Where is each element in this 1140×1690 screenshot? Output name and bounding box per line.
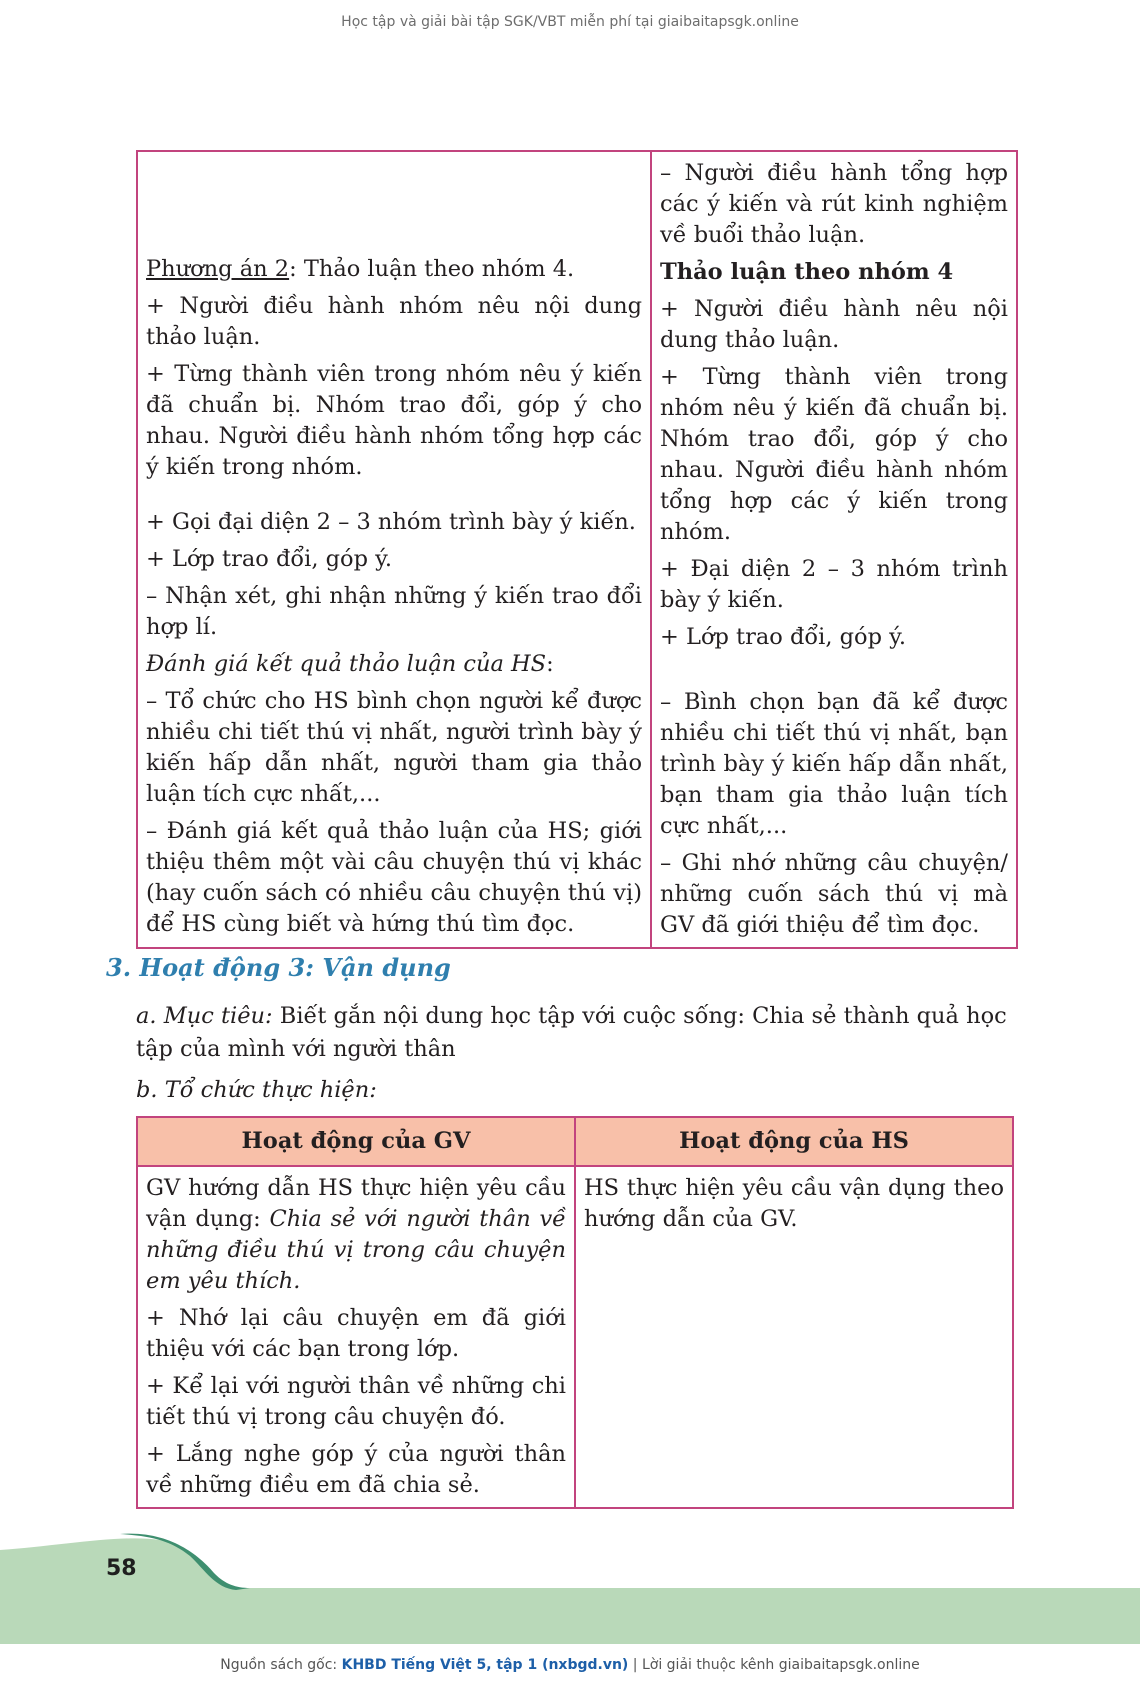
list-item: – Tổ chức cho HS bình chọn người kể được nhiều chi tiết thú vị nhất, người trình bày ý kiến hấp dẫn nhất, người tham gia thảo luận tích cực nhất,... bbox=[146, 688, 642, 807]
table-row bbox=[137, 1166, 1013, 1508]
teacher-activity-cell bbox=[137, 1166, 575, 1508]
list-item: – Đánh giá kết quả thảo luận của HS; giới thiệu thêm một vài câu chuyện thú vị khác (hay cuốn sách có nhiều câu chuyện thú vị) để HS cùng biết và hứng thú tìm đọc. bbox=[146, 818, 642, 937]
table-header-row bbox=[137, 1117, 1013, 1166]
list-item: + Lớp trao đổi, góp ý. bbox=[660, 624, 907, 650]
guidance-task: Chia sẻ với người thân về những điều thú vị trong câu chuyện em yêu thích. bbox=[146, 1206, 567, 1294]
teacher-activity-cell bbox=[137, 151, 651, 948]
evaluation-heading: Đánh giá kết quả thảo luận của HS bbox=[146, 651, 547, 677]
list-item: + Lớp trao đổi, góp ý. bbox=[146, 546, 393, 572]
objective-label: a. Mục tiêu: bbox=[136, 1003, 273, 1029]
student-activity-cell bbox=[575, 1166, 1013, 1508]
list-item: + Người điều hành nhóm nêu nội dung thảo luận. bbox=[146, 293, 642, 350]
objective-paragraph bbox=[136, 1000, 1022, 1066]
plan-2-line bbox=[146, 254, 642, 285]
column-header-student: Hoạt động của HS bbox=[575, 1117, 1013, 1166]
list-item: + Đại diện 2 – 3 nhóm trình bày ý kiến. bbox=[660, 556, 1008, 613]
source-suffix: | Lời giải thuộc kênh giaibaitapsgk.online bbox=[628, 1657, 920, 1673]
list-item: – Bình chọn bạn đã kể được nhiều chi tiết thú vị nhất, bạn trình bày ý kiến hấp dẫn nhất, bạn tham gia thảo luận tích cực nhất,... bbox=[660, 689, 1008, 839]
evaluation-heading-line bbox=[146, 649, 642, 680]
list-item: + Người điều hành nêu nội dung thảo luận. bbox=[660, 296, 1008, 353]
list-item: + Kể lại với người thân về những chi tiết thú vị trong câu chuyện đó. bbox=[146, 1373, 566, 1430]
page-number: 58 bbox=[106, 1556, 137, 1581]
plan-2-text: : Thảo luận theo nhóm 4. bbox=[289, 256, 575, 282]
list-item: HS thực hiện yêu cầu vận dụng theo hướng dẫn của GV. bbox=[584, 1175, 1004, 1232]
objective-text: Biết gắn nội dung học tập với cuộc sống: Chia sẻ thành quả học tập của mình với người thân bbox=[136, 1003, 1007, 1062]
evaluation-colon: : bbox=[546, 651, 554, 677]
list-item: – Ghi nhớ những câu chuyện/ những cuốn sách thú vị mà GV đã giới thiệu để tìm đọc. bbox=[660, 850, 1008, 938]
list-item: + Từng thành viên trong nhóm nêu ý kiến đã chuẩn bị. Nhóm trao đổi, góp ý cho nhau. Người điều hành nhóm tổng hợp các ý kiến trong nhóm. bbox=[660, 364, 1008, 545]
application-activity-table bbox=[136, 1116, 1014, 1509]
source-book-link[interactable]: KHBD Tiếng Việt 5, tập 1 (nxbgd.vn) bbox=[341, 1657, 629, 1673]
list-item: + Nhớ lại câu chuyện em đã giới thiệu với các bạn trong lớp. bbox=[146, 1305, 566, 1362]
list-item: – Nhận xét, ghi nhận những ý kiến trao đổi hợp lí. bbox=[146, 583, 642, 640]
table-row bbox=[137, 151, 1017, 948]
guidance-text: GV hướng dẫn HS thực hiện yêu cầu vận dụng: bbox=[146, 1175, 566, 1232]
column-header-teacher: Hoạt động của GV bbox=[137, 1117, 575, 1166]
guidance-line bbox=[146, 1173, 566, 1297]
plan-2-label: Phương án 2 bbox=[146, 256, 290, 282]
top-banner: Học tập và giải bài tập SGK/VBT miễn phí tại giaibaitapsgk.online bbox=[341, 14, 799, 30]
group-discussion-heading: Thảo luận theo nhóm 4 bbox=[660, 259, 954, 285]
list-item: + Từng thành viên trong nhóm nêu ý kiến đã chuẩn bị. Nhóm trao đổi, góp ý cho nhau. Người điều hành nhóm tổng hợp các ý kiến trong nhóm. bbox=[146, 361, 642, 480]
source-prefix: Nguồn sách gốc: bbox=[220, 1657, 342, 1673]
list-item: + Lắng nghe góp ý của người thân về những điều em đã chia sẻ. bbox=[146, 1441, 566, 1498]
list-item: – Người điều hành tổng hợp các ý kiến và rút kinh nghiệm về buổi thảo luận. bbox=[660, 160, 1008, 248]
footer-wave-band bbox=[0, 1526, 1140, 1644]
organize-label: b. Tổ chức thực hiện: bbox=[136, 1077, 377, 1103]
bottom-banner bbox=[0, 1657, 1140, 1673]
student-activity-cell bbox=[651, 151, 1017, 948]
activity-table-continued bbox=[136, 150, 1018, 949]
list-item: + Gọi đại diện 2 – 3 nhóm trình bày ý kiến. bbox=[146, 509, 636, 535]
section-heading: 3. Hoạt động 3: Vận dụng bbox=[106, 953, 451, 982]
